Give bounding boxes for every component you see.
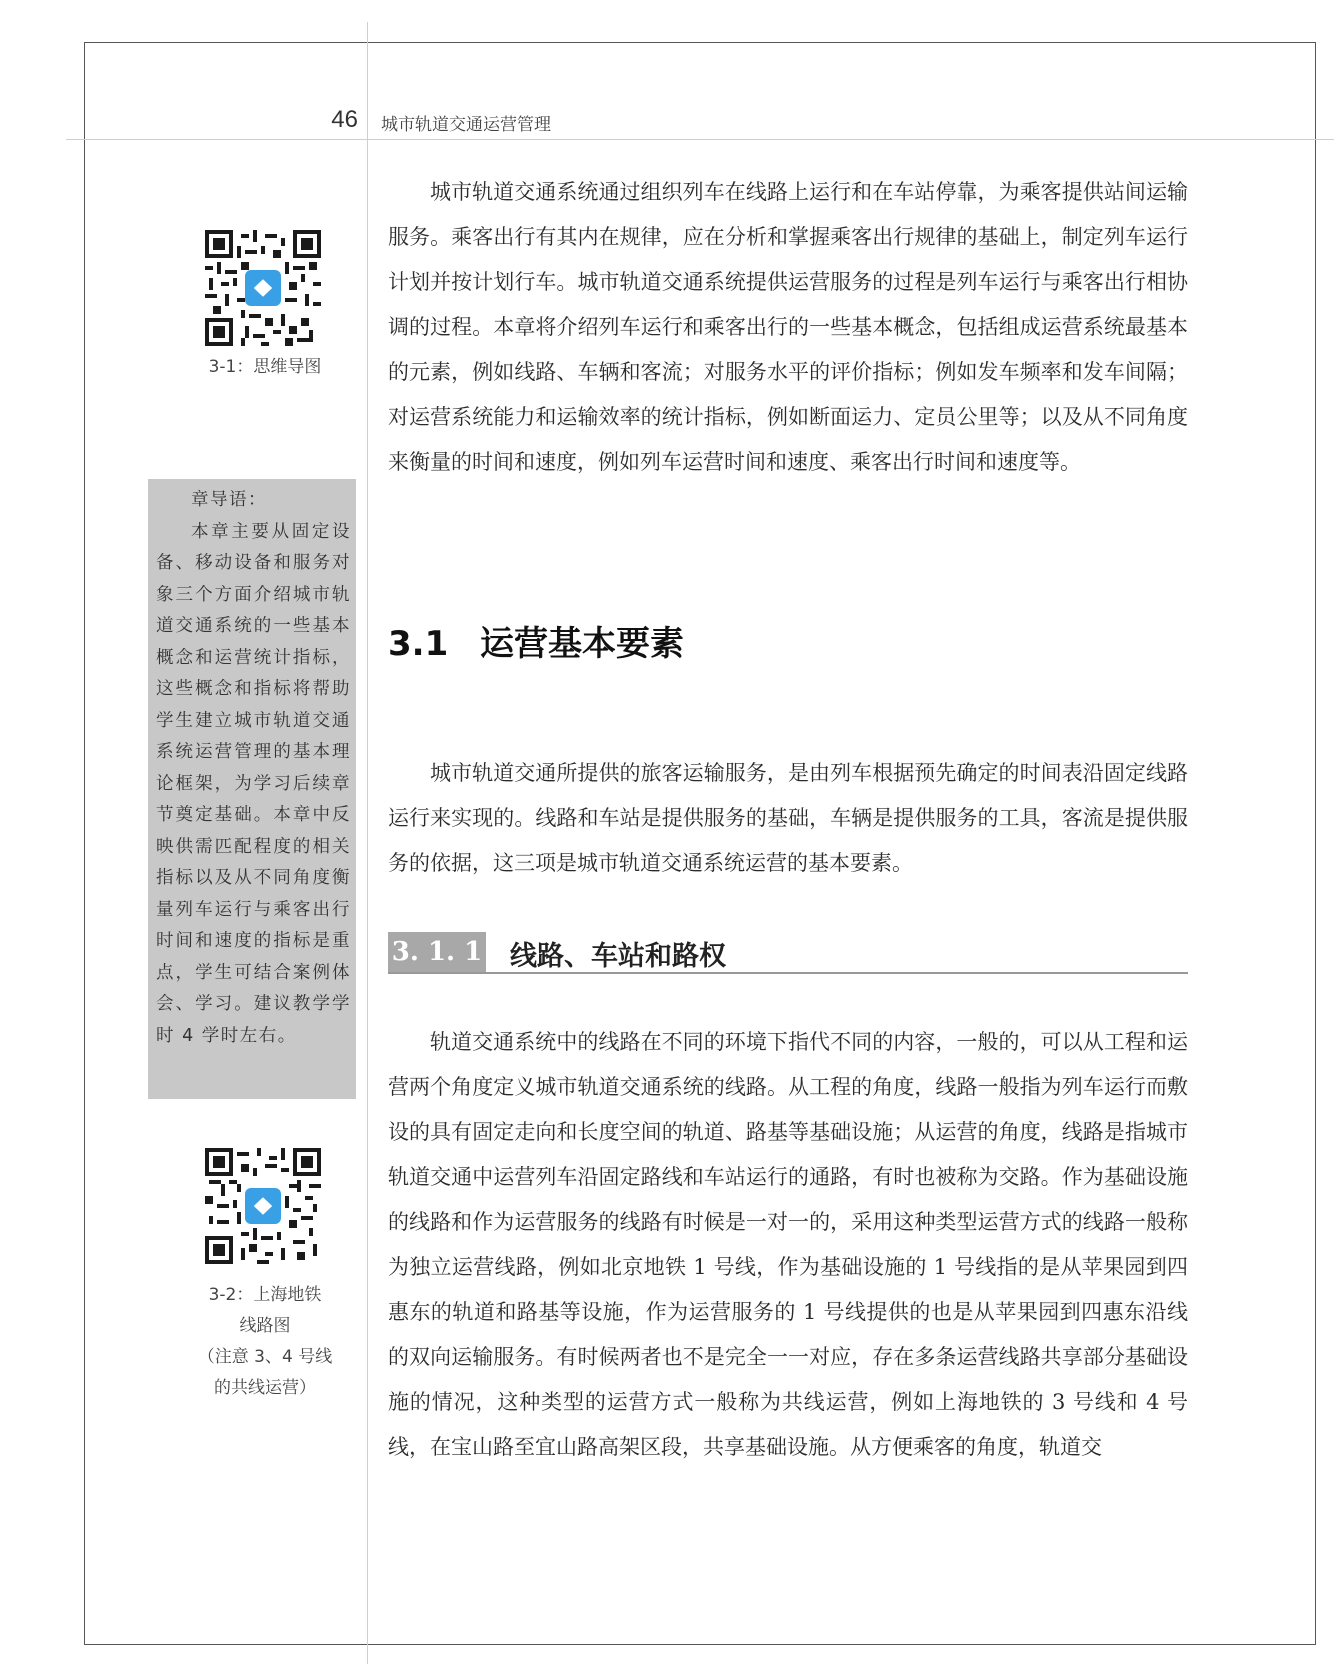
section-block	[388, 751, 1188, 886]
section-title: 运营基本要素	[480, 624, 684, 664]
section-heading	[388, 616, 684, 665]
subsection-paragraph: 轨道交通系统中的线路在不同的环境下指代不同的内容，一般的，可以从工程和运营两个角度定义城市轨道交通系统的线路。从工程的角度，线路一般指为列车运行而敷设的具有固定走向和长度空间的轨道、路基等基础设施；从运营的角度，线路是指城市轨道交通中运营列车沿固定路线和车站运行的通路，有时也被称为交路。作为基础设施的线路和作为运营服务的线路有时候是一对一的，采用这种类型运营方式的线路一般称为独立运营线路，例如北京地铁 1 号线，作为基础设施的 1 号线指的是从苹果园到四惠东的轨道和路基等设施，作为运营服务的 1 号线提供的也是从苹果园到四惠东沿线的双向运输服务。有时候两者也不是完全一一对应，存在多条运营线路共享部分基础设施的情况，这种类型的运营方式一般称为共线运营，例如上海地铁的 3 号线和 4 号线，在宝山路至宜山路高架区段，共享基础设施。从方便乘客的角度，轨道交	[388, 1030, 1188, 1459]
subsection-heading	[388, 932, 1188, 974]
qr2-note-line1: （注意 3、4 号线	[197, 1347, 333, 1367]
qr1-caption: 3-1：思维导图	[208, 357, 322, 377]
guide-label: 章导语：	[191, 490, 267, 510]
page-number: 46	[331, 106, 358, 133]
running-header-title: 城市轨道交通运营管理	[381, 115, 551, 135]
section-paragraph: 城市轨道交通所提供的旅客运输服务，是由列车根据预先确定的时间表沿固定线路运行来实现的。线路和车站是提供服务的基础，车辆是提供服务的工具，客流是提供服务的依据，这三项是城市轨道交通系统运营的基本要素。	[388, 761, 1188, 875]
section-number: 3.1	[388, 624, 449, 664]
subsection-block	[388, 1020, 1188, 1470]
header-rule	[66, 139, 1334, 140]
subsection-title: 线路、车站和路权	[510, 941, 726, 972]
margin-divider	[367, 22, 368, 1664]
qr2-caption-line1: 3-2：上海地铁	[208, 1285, 322, 1305]
qr2-caption-line2: 线路图	[239, 1316, 291, 1336]
intro-paragraph: 城市轨道交通系统通过组织列车在线路上运行和在车站停靠，为乘客提供站间运输服务。乘客出行有其内在规律，应在分析和掌握乘客出行规律的基础上，制定列车运行计划并按计划行车。城市轨道交通系统提供运营服务的过程是列车运行与乘客出行相协调的过程。本章将介绍列车运行和乘客出行的一些基本概念，包括组成运营系统最基本的元素，例如线路、车辆和客流；对服务水平的评价指标；例如发车频率和发车间隔；对运营系统能力和运输效率的统计指标，例如断面运力、定员公里等；以及从不同角度来衡量的时间和速度，例如列车运营时间和速度、乘客出行时间和速度等。	[388, 180, 1188, 474]
chapter-guide-text	[156, 485, 351, 1052]
qr-code-shanghai-metro-icon[interactable]	[205, 1148, 321, 1264]
qr2-caption	[170, 1280, 360, 1404]
qr-code-mindmap-icon[interactable]	[205, 230, 321, 346]
intro-block	[388, 170, 1188, 485]
qr2-note-line2: 的共线运营）	[214, 1378, 316, 1398]
guide-body: 本章主要从固定设备、移动设备和服务对象三个方面介绍城市轨道交通系统的一些基本概念和运营统计指标，这些概念和指标将帮助学生建立城市轨道交通系统运营管理的基本理论框架，为学习后续章节奠定基础。本章中反映供需匹配程度的相关指标以及从不同角度衡量列车运行与乘客出行时间和速度的指标是重点，学生可结合案例体会、学习。建议教学学时 4 学时左右。	[156, 521, 351, 1046]
subsection-number: 3. 1. 1	[388, 932, 486, 972]
